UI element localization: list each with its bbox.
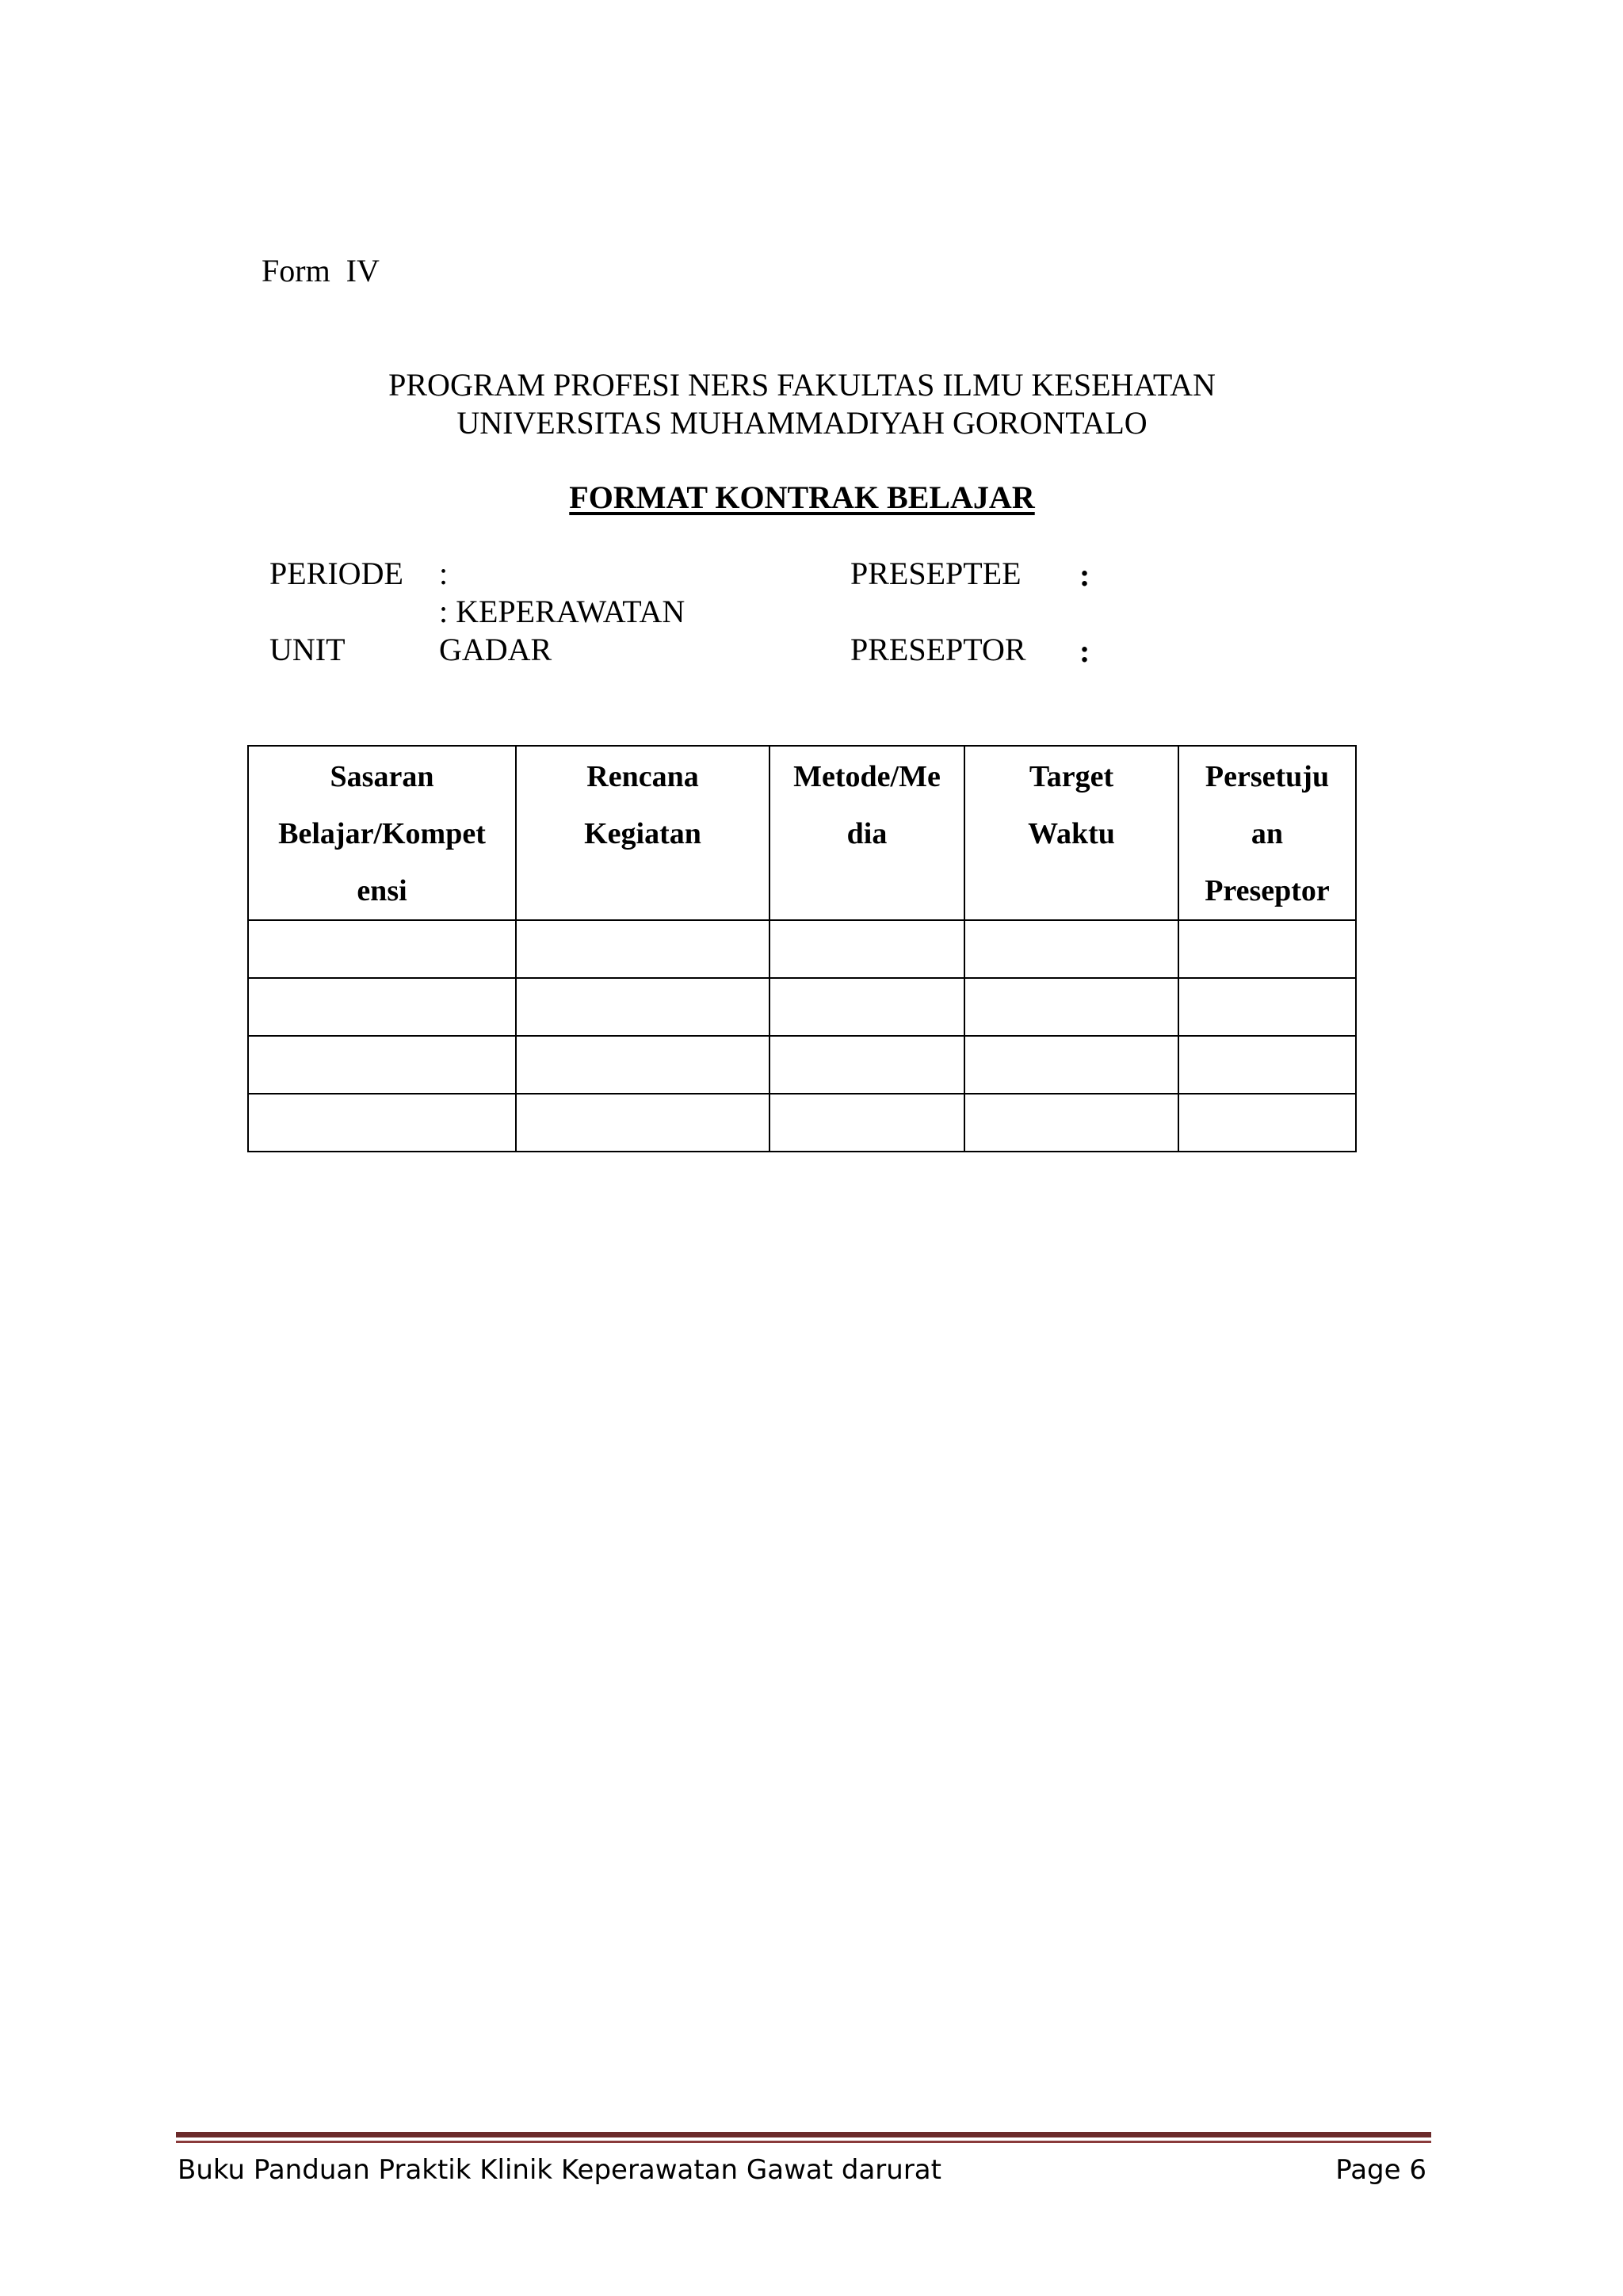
- table-cell[interactable]: [248, 978, 516, 1036]
- university-heading: UNIVERSITAS MUHAMMADIYAH GORONTALO: [456, 405, 1148, 441]
- preseptor-value: :: [1079, 633, 1090, 669]
- table-cell[interactable]: [516, 1094, 769, 1152]
- table-cell[interactable]: [516, 1036, 769, 1094]
- header-text-line: ensi: [357, 874, 407, 907]
- document-title: FORMAT KONTRAK BELAJAR: [569, 479, 1035, 515]
- periode-value: :: [439, 556, 449, 591]
- header-metode-media: [769, 746, 964, 920]
- header-text-line: Metode/Me: [793, 760, 941, 793]
- table-cell[interactable]: [964, 1094, 1178, 1152]
- header-rencana-kegiatan: [516, 746, 769, 920]
- table-cell[interactable]: [964, 1036, 1178, 1094]
- table-row: [248, 1036, 1356, 1094]
- header-text-line: Rencana: [586, 760, 699, 793]
- header-text-line: an: [1251, 817, 1284, 850]
- table-cell[interactable]: [516, 978, 769, 1036]
- periode-label: PERIODE: [269, 556, 403, 591]
- header-text-line: Sasaran: [330, 760, 434, 793]
- header-text-line: Kegiatan: [584, 817, 701, 850]
- preseptee-label: PRESEPTEE: [850, 556, 1022, 591]
- header-text-line: Target: [1029, 760, 1114, 793]
- header-text-line: Belajar/Kompet: [278, 817, 486, 850]
- header-text-line: Persetuju: [1205, 760, 1330, 793]
- table-cell[interactable]: [248, 1094, 516, 1152]
- form-label: Form IV: [262, 253, 380, 288]
- learning-contract-table: [247, 745, 1357, 1152]
- unit-value-line1: : KEPERAWATAN: [439, 594, 685, 629]
- table-header-row: [248, 746, 1356, 920]
- preseptee-value: :: [1079, 557, 1090, 593]
- table-cell[interactable]: [248, 1036, 516, 1094]
- table-cell[interactable]: [1178, 1094, 1356, 1152]
- table-cell[interactable]: [769, 978, 964, 1036]
- table-cell[interactable]: [516, 920, 769, 978]
- unit-label: UNIT: [269, 632, 346, 667]
- table-cell[interactable]: [1178, 1036, 1356, 1094]
- footer-book-title: Buku Panduan Praktik Klinik Keperawatan Gawat darurat: [178, 2154, 941, 2186]
- table-cell[interactable]: [248, 920, 516, 978]
- table-cell[interactable]: [964, 920, 1178, 978]
- footer-rule-thin: [176, 2141, 1431, 2143]
- table-row: [248, 978, 1356, 1036]
- header-text-line: dia: [846, 817, 888, 850]
- header-persetujuan-preseptor: [1178, 746, 1356, 920]
- table-row: [248, 920, 1356, 978]
- header-text-line: Waktu: [1028, 817, 1115, 850]
- footer-rule: [176, 2132, 1431, 2137]
- header-text-line: Preseptor: [1205, 874, 1330, 907]
- table-cell[interactable]: [769, 1036, 964, 1094]
- table-cell[interactable]: [769, 920, 964, 978]
- table-cell[interactable]: [964, 978, 1178, 1036]
- page-number: Page 6: [1335, 2154, 1426, 2186]
- table-cell[interactable]: [769, 1094, 964, 1152]
- program-heading: PROGRAM PROFESI NERS FAKULTAS ILMU KESEHATAN: [388, 367, 1216, 403]
- header-sasaran-belajar: [248, 746, 516, 920]
- table-row: [248, 1094, 1356, 1152]
- unit-value-line2: GADAR: [439, 632, 552, 667]
- header-target-waktu: [964, 746, 1178, 920]
- table-cell[interactable]: [1178, 920, 1356, 978]
- preseptor-label: PRESEPTOR: [850, 632, 1026, 667]
- table-cell[interactable]: [1178, 978, 1356, 1036]
